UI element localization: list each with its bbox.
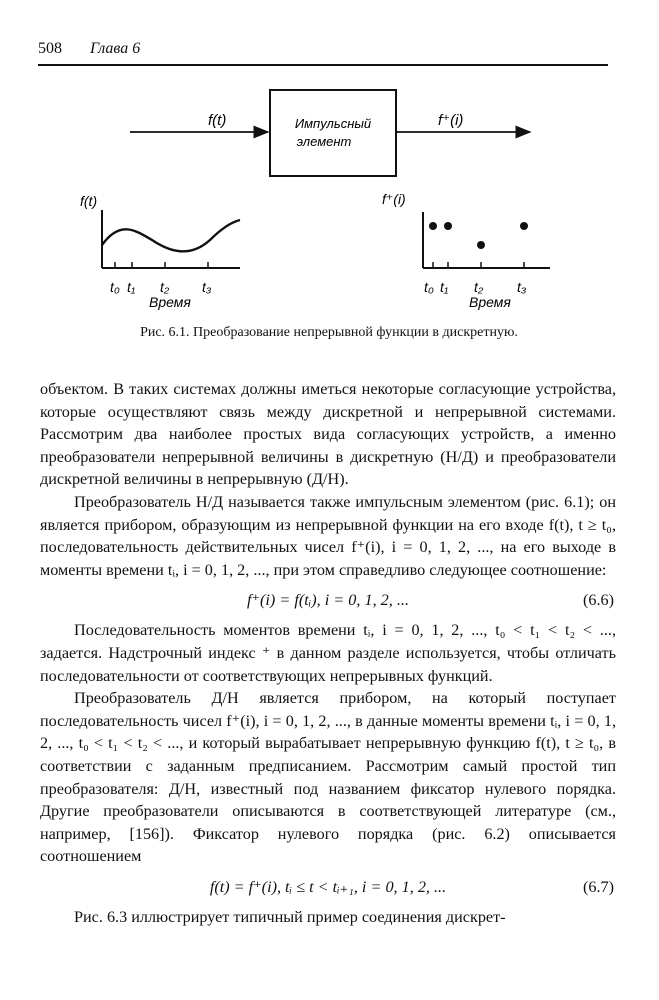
right-plot-xlabel: Время: [469, 294, 511, 310]
paragraph-3: Последовательность моментов времени tᵢ, i = 0, 1, 2, ..., t₀ < t₁ < t₂ < ..., задается. Надстрочный индекс ⁺ в данном разделе используется, чтобы отличать последовательности от соответствующих непрерывных функций.: [40, 621, 616, 685]
figure-6-1: [40, 80, 620, 320]
left-tick-label-t0: t₀: [110, 279, 120, 295]
equation-6-6-expr: f⁺(i) = f(tᵢ), i = 0, 1, 2, ...: [247, 591, 409, 610]
output-signal-label: f⁺(i): [438, 112, 464, 129]
paragraph-2: Преобразователь Н/Д называется также импульсным элементом (рис. 6.1); он является прибором, образующим из непрерывной функции на его входе f(t), t ≥ t₀, последовательность действительных чисел f⁺(i), i = 0, 1, 2, ..., на его выходе в моменты времени tᵢ, i = 0, 1, 2, ..., при этом справедливо следующее соотношение:: [40, 492, 616, 579]
block-label-line2: элемент: [296, 134, 352, 149]
equation-6-6: [40, 581, 616, 619]
right-tick-label-t3: t₃: [517, 279, 527, 295]
right-tick-label-t1: t₁: [440, 279, 449, 295]
block-label-line1: Импульсный: [294, 116, 372, 131]
equation-6-7-expr: f(t) = f⁺(i), tᵢ ≤ t < tᵢ₊₁, i = 0, 1, 2, ...: [209, 877, 447, 896]
right-plot-ylabel: f⁺(i): [382, 191, 406, 207]
left-tick-label-t2: t₂: [160, 279, 170, 295]
equation-6-6-number: (6.6): [582, 591, 614, 610]
paragraph-1: объектом. В таких системах должны иметься некоторые согласующие устройства, которые осуществляют связь между дискретной и непрерывной системами. Рассмотрим два наиболее простых вида согласующих устройств, а именно преобразователи непрерывной величины в дискретную (Н/Д) и преобразователи дискретной величины в непрерывную (Д/Н).: [40, 380, 616, 489]
left-tick-label-t3: t₃: [202, 279, 212, 295]
left-plot-xlabel: Время: [149, 294, 191, 310]
chapter-title: Глава 6: [90, 40, 141, 57]
left-plot-ylabel: f(t): [80, 193, 98, 209]
paragraph-5: Рис. 6.3 иллюстрирует типичный пример соединения дискрет-: [74, 907, 506, 926]
continuous-curve: [102, 220, 240, 251]
equation-6-7-number: (6.7): [582, 877, 614, 896]
right-tick-label-t0: t₀: [424, 279, 434, 295]
sample-dot-3: [520, 222, 528, 230]
sample-dot-2: [477, 241, 485, 249]
sample-dot-1: [444, 222, 452, 230]
page-number: 508: [38, 40, 62, 57]
impulse-element-block: [270, 90, 396, 176]
right-tick-label-t2: t₂: [474, 279, 484, 295]
figure-caption: Рис. 6.1. Преобразование непрерывной функции в дискретную.: [140, 325, 518, 340]
body-text: [40, 378, 616, 928]
left-tick-label-t1: t₁: [127, 279, 136, 295]
equation-6-7: [40, 868, 616, 906]
header-rule: [38, 64, 608, 66]
input-signal-label: f(t): [208, 112, 227, 129]
page-header: [38, 36, 608, 66]
sample-dot-0: [429, 222, 437, 230]
paragraph-4: Преобразователь Д/Н является прибором, на который поступает последовательность чисел f⁺(i), i = 0, 1, 2, ..., в данные моменты времени tᵢ, i = 0, 1, 2, ..., t₀ < t₁ < t₂ < ..., и который вырабатывает непрерывную функцию f(t), t ≥ t₀, в соответствии с заданным предписанием. Рассмотрим самый простой тип преобразователя: Д/Н, известный под названием фиксатор нулевого порядка. Другие преобразователи описываются в соответствующей литературе (см., например, [156]). Фиксатор нулевого порядка (рис. 6.2) описывается соотношением: [40, 689, 616, 866]
